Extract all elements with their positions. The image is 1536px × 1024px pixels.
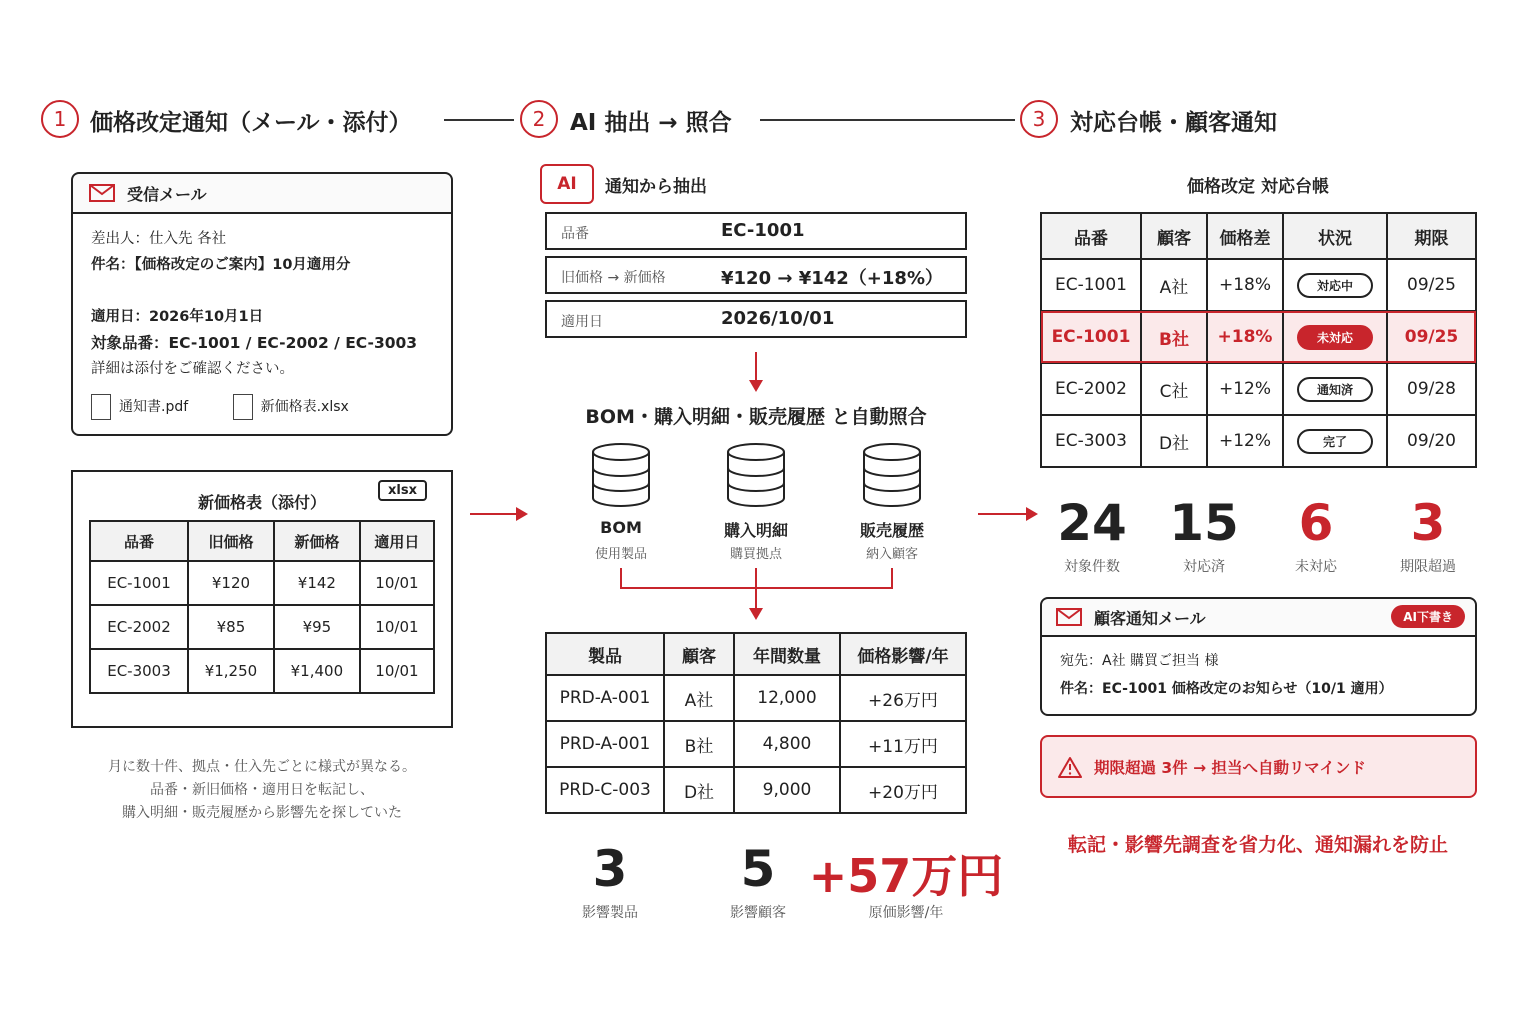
- db-purchase-sub: 購買拠点: [729, 547, 782, 562]
- field-value: ¥120 → ¥142（+18%）: [721, 268, 943, 289]
- step-connector-2: [760, 119, 1015, 121]
- table-header: 製品: [546, 633, 664, 675]
- down-arrow-1: [755, 352, 757, 390]
- flow-arrow-2: [978, 513, 1036, 515]
- attachment-xlsx[interactable]: [233, 399, 349, 415]
- table-header: 期限: [1387, 213, 1476, 259]
- field-value: 2026/10/01: [721, 308, 835, 329]
- table-cell: ¥142: [274, 561, 360, 605]
- step-connector-1: [444, 119, 514, 121]
- table-cell: +20万円: [840, 767, 966, 813]
- table-row[interactable]: [1041, 259, 1476, 311]
- table-cell: +18%: [1207, 311, 1283, 363]
- field-label: 適用日: [561, 314, 603, 330]
- db-sales-sub: 納入顧客: [865, 547, 918, 562]
- table-cell: EC-2002: [90, 605, 188, 649]
- table-cell: A社: [664, 675, 734, 721]
- ai-draft-badge: AI下書き: [1391, 605, 1465, 628]
- field-label: 旧価格 → 新価格: [561, 270, 666, 286]
- note-line: 購入明細・販売履歴から影響先を探していた: [122, 805, 402, 821]
- kpi-impact-customers: 5: [740, 840, 776, 898]
- table-cell: [1283, 259, 1387, 311]
- table-cell: 12,000: [734, 675, 840, 721]
- price-sheet-title: 新価格表（添付）: [197, 493, 326, 512]
- kpi-total: 24: [1057, 494, 1127, 552]
- background-note: [71, 756, 453, 825]
- table-cell: 09/25: [1387, 311, 1476, 363]
- table-header: 新価格: [274, 521, 360, 561]
- attachment-xlsx-label: 新価格表.xlsx: [260, 399, 349, 415]
- table-header: 価格差: [1207, 213, 1283, 259]
- received-email-card: [71, 172, 453, 436]
- table-cell: EC-3003: [90, 649, 188, 693]
- table-cell: 09/28: [1387, 363, 1476, 415]
- table-cell: 10/01: [360, 561, 434, 605]
- table-header: 適用日: [360, 521, 434, 561]
- table-row: [546, 721, 966, 767]
- table-cell: EC-1001: [90, 561, 188, 605]
- step-2-number: 2: [520, 100, 558, 138]
- attachment-pdf[interactable]: [91, 399, 188, 415]
- received-email-title: 受信メール: [127, 184, 207, 204]
- table-cell: D社: [664, 767, 734, 813]
- email-subject: 件名：【価格改定のご案内】10月適用分: [91, 257, 351, 273]
- table-cell: B社: [1141, 311, 1207, 363]
- kpi-cost-impact-label: 原価影響/年: [868, 905, 944, 921]
- table-cell: 10/01: [360, 649, 434, 693]
- table-row-highlighted[interactable]: [1041, 311, 1476, 363]
- table-cell: EC-2002: [1041, 363, 1141, 415]
- merge-line: [620, 568, 622, 588]
- field-label: 品番: [561, 226, 589, 242]
- price-sheet-table: [89, 520, 435, 694]
- table-cell: [1283, 363, 1387, 415]
- extract-title: 通知から抽出: [605, 177, 707, 197]
- xlsx-tag: xlsx: [378, 480, 427, 501]
- kpi-overdue-label: 期限超過: [1400, 559, 1456, 575]
- overdue-alert[interactable]: [1040, 735, 1477, 798]
- table-row[interactable]: [1041, 415, 1476, 467]
- customer-mail-header: [1042, 599, 1475, 637]
- table-cell: 4,800: [734, 721, 840, 767]
- kpi-pending-label: 未対応: [1295, 559, 1337, 575]
- table-cell: 9,000: [734, 767, 840, 813]
- table-cell: ¥95: [274, 605, 360, 649]
- table-cell: EC-3003: [1041, 415, 1141, 467]
- kpi-total-label: 対象件数: [1064, 559, 1120, 575]
- db-sales-name: 販売履歴: [859, 521, 924, 540]
- kpi-done: 15: [1169, 494, 1239, 552]
- table-cell: 10/01: [360, 605, 434, 649]
- note-line: 月に数十件、拠点・仕入先ごとに様式が異なる。: [108, 759, 416, 775]
- table-header: 品番: [90, 521, 188, 561]
- table-cell: 09/20: [1387, 415, 1476, 467]
- customer-mail-card: [1040, 597, 1477, 716]
- status-badge: 通知済: [1297, 377, 1373, 402]
- kpi-impact-customers-label: 影響顧客: [730, 905, 786, 921]
- table-row: [90, 649, 434, 693]
- kpi-impact-products: 3: [592, 840, 628, 898]
- impact-table: [545, 632, 967, 814]
- table-row[interactable]: [1041, 363, 1476, 415]
- database-icon: [862, 442, 922, 508]
- db-purchase-name: 購入明細: [723, 521, 788, 540]
- table-cell: ¥85: [188, 605, 274, 649]
- received-email-header: [73, 174, 451, 214]
- step-2-title: AI 抽出 → 照合: [570, 110, 732, 136]
- kpi-overdue: 3: [1410, 494, 1446, 552]
- ai-badge: AI: [540, 164, 594, 204]
- db-bom-name: BOM: [600, 518, 642, 537]
- ledger-title: 価格改定 対応台帳: [1187, 177, 1329, 197]
- table-cell: EC-1001: [1041, 259, 1141, 311]
- step-3-title: 対応台帳・顧客通知: [1070, 110, 1277, 136]
- table-cell: 09/25: [1387, 259, 1476, 311]
- table-cell: PRD-A-001: [546, 721, 664, 767]
- warning-icon: [1058, 756, 1082, 778]
- file-icon: [233, 394, 253, 420]
- kpi-cost-impact: +57万円: [808, 849, 1004, 903]
- table-row: [546, 675, 966, 721]
- status-badge: 完了: [1297, 429, 1373, 454]
- table-cell: ¥120: [188, 561, 274, 605]
- conclusion-text: 転記・影響先調査を省力化、通知漏れを防止: [1067, 834, 1448, 856]
- db-bom-sub: 使用製品: [594, 547, 647, 562]
- table-cell: +26万円: [840, 675, 966, 721]
- table-cell: +12%: [1207, 415, 1283, 467]
- table-header: 年間数量: [734, 633, 840, 675]
- file-icon: [91, 394, 111, 420]
- table-row: [546, 767, 966, 813]
- table-cell: B社: [664, 721, 734, 767]
- database-icon: [726, 442, 786, 508]
- overdue-alert-text: 期限超過 3件 → 担当へ自動リマインド: [1094, 758, 1366, 777]
- table-header: 旧価格: [188, 521, 274, 561]
- mail-icon: [89, 184, 115, 202]
- flow-arrow-1: [470, 513, 526, 515]
- table-header: 状況: [1283, 213, 1387, 259]
- down-arrow-2: [755, 568, 757, 618]
- kpi-done-label: 対応済: [1183, 559, 1225, 575]
- email-applied-date: 適用日：2026年10月1日: [91, 309, 264, 325]
- match-title: BOM・購入明細・販売履歴 と自動照合: [585, 406, 927, 428]
- table-header: 顧客: [664, 633, 734, 675]
- table-cell: A社: [1141, 259, 1207, 311]
- email-detail: 詳細は添付をご確認ください。: [91, 361, 294, 377]
- table-cell: D社: [1141, 415, 1207, 467]
- table-cell: +12%: [1207, 363, 1283, 415]
- attachment-pdf-label: 通知書.pdf: [119, 399, 189, 415]
- kpi-pending: 6: [1298, 494, 1334, 552]
- database-icon: [591, 442, 651, 508]
- table-header: 価格影響/年: [840, 633, 966, 675]
- step-1-number: 1: [41, 100, 79, 138]
- ledger-table: [1040, 212, 1477, 468]
- note-line: 品番・新旧価格・適用日を転記し、: [150, 782, 374, 798]
- status-badge: 未対応: [1297, 325, 1373, 350]
- extract-field-price: [545, 256, 967, 294]
- table-cell: +18%: [1207, 259, 1283, 311]
- table-cell: PRD-A-001: [546, 675, 664, 721]
- email-target-items: 対象品番：EC-1001 / EC-2002 / EC-3003: [91, 334, 418, 352]
- table-cell: ¥1,250: [188, 649, 274, 693]
- extract-field-date: [545, 300, 967, 338]
- merge-line: [891, 568, 893, 588]
- table-cell: +11万円: [840, 721, 966, 767]
- table-cell: EC-1001: [1041, 311, 1141, 363]
- status-badge: 対応中: [1297, 273, 1373, 298]
- kpi-impact-products-label: 影響製品: [582, 905, 638, 921]
- mail-icon: [1056, 608, 1082, 626]
- table-cell: [1283, 311, 1387, 363]
- table-row: [90, 605, 434, 649]
- customer-mail-to: 宛先：A社 購買ご担当 様: [1060, 653, 1219, 669]
- extract-field-item: [545, 212, 967, 250]
- table-header: 品番: [1041, 213, 1141, 259]
- table-row: [90, 561, 434, 605]
- table-cell: [1283, 415, 1387, 467]
- field-value: EC-1001: [721, 220, 805, 241]
- table-cell: C社: [1141, 363, 1207, 415]
- email-sender: 差出人：仕入先 各社: [91, 231, 227, 247]
- customer-mail-title: 顧客通知メール: [1094, 608, 1206, 628]
- step-1-title: 価格改定通知（メール・添付）: [90, 110, 412, 136]
- customer-mail-subject: 件名：EC-1001 価格改定のお知らせ（10/1 適用）: [1060, 681, 1393, 697]
- table-header: 顧客: [1141, 213, 1207, 259]
- table-cell: PRD-C-003: [546, 767, 664, 813]
- step-3-number: 3: [1020, 100, 1058, 138]
- table-cell: ¥1,400: [274, 649, 360, 693]
